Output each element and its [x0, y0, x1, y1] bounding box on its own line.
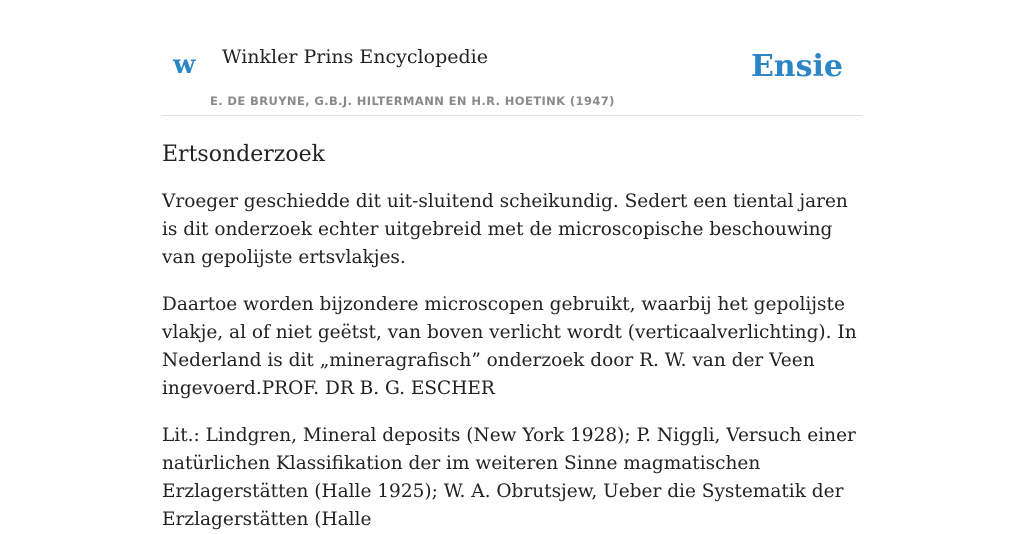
site-title[interactable]: Winkler Prins Encyclopedie: [222, 46, 488, 68]
ensie-brand-link[interactable]: Ensie: [750, 49, 843, 84]
site-header: [162, 0, 862, 116]
page: [162, 0, 862, 534]
authors-line: E. DE BRUYNE, G.B.J. HILTERMANN EN H.R. HOETINK (1947): [210, 94, 615, 108]
article-paragraph-2: Daartoe worden bijzondere microscopen gebruikt, waarbij het gepolijste vlakje, al of niet geëtst, van boven verlicht wordt (verticaalverlichting). In Nederland is dit „mineragrafisch” onderzoek door R. W. van der Veen ingevoerd.PROF. DR B. G. ESCHER: [162, 293, 857, 399]
article-paragraph-1: Vroeger geschiedde dit uit-sluitend scheikundig. Sedert een tiental jaren is dit onderzoek echter uitgebreid met de microscopische beschouwing van gepolijste ertsvlakjes.: [162, 190, 848, 268]
article-title: Ertsonderzoek: [162, 142, 325, 167]
winkler-prins-logo[interactable]: w: [173, 50, 196, 80]
literature-paragraph: Lit.: Lindgren, Mineral deposits (New York 1928); P. Niggli, Versuch einer natürlichen Klassifikation der im weiteren Sinne magmatischen Erzlagerstätten (Halle 1925); W. A. Obrutsjew, Ueber die Systematik der Erzlagerstätten (Halle: [162, 424, 856, 530]
